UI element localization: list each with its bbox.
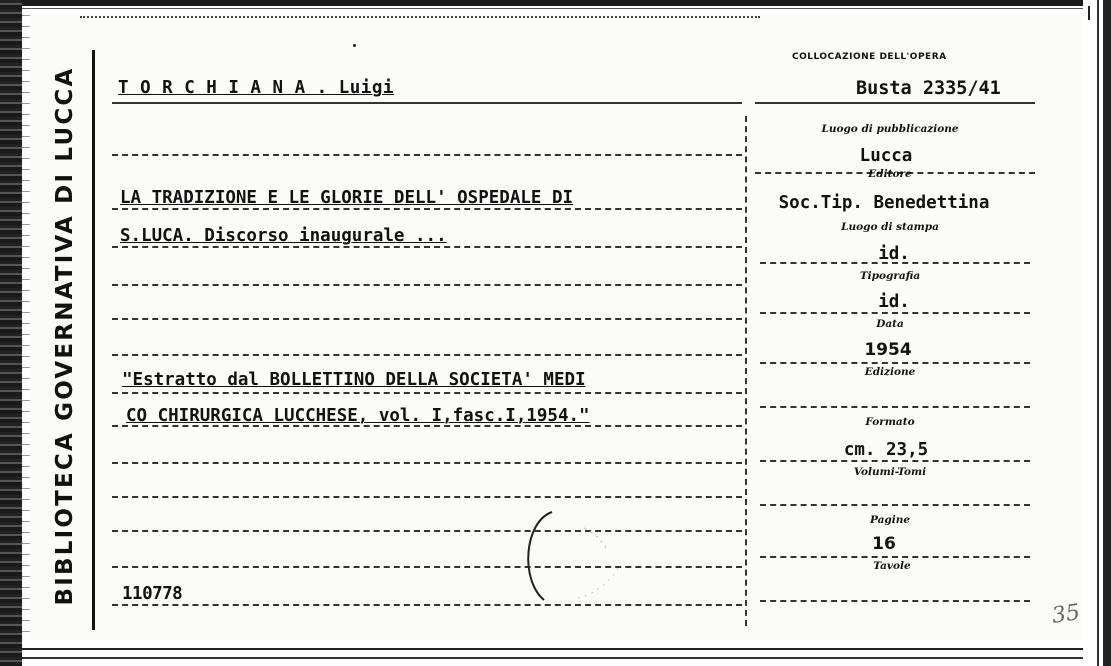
scan-edge-left: [0, 0, 22, 666]
library-name: BIBLIOTECA GOVERNATIVA DI LUCCA: [52, 66, 78, 606]
rule-line: [760, 362, 1030, 364]
note-line-1: "Estratto dal BOLLETTINO DELLA SOCIETA' MEDI: [122, 370, 586, 390]
rule-line: [760, 312, 1030, 314]
inventory-number: 110778: [122, 584, 183, 604]
volumi-tomi-label: Volumi-Tomi: [853, 466, 927, 478]
rule-line: [112, 102, 742, 104]
luogo-stampa-value: id.: [878, 244, 910, 264]
pencil-note: 35: [1050, 600, 1082, 629]
scan-edge-right: [1083, 0, 1111, 666]
author-name: T O R C H I A N A . Luigi: [118, 78, 394, 98]
pagine-value: 16: [872, 534, 896, 554]
speck: [353, 44, 356, 47]
rule-line: [760, 406, 1030, 408]
speck: [1088, 6, 1090, 20]
rule-line: [112, 392, 742, 394]
editore-label: Editore: [868, 168, 912, 180]
collocazione-value: Busta 2335/41: [856, 78, 1001, 99]
edizione-label: Edizione: [864, 366, 916, 378]
rule-line: [760, 504, 1030, 506]
rule-line: [112, 354, 742, 356]
stamp-mark: [514, 508, 634, 608]
library-name-vertical: [40, 46, 90, 626]
data-value: 1954: [864, 340, 912, 360]
rule-line: [112, 154, 742, 156]
editore-value: Soc.Tip. Benedettina: [778, 193, 990, 213]
rule-line: [112, 284, 742, 286]
rule-line: [112, 318, 742, 320]
collocazione-heading: COLLOCAZIONE DELL'OPERA: [792, 52, 947, 62]
luogo-stampa-label: Luogo di stampa: [841, 221, 939, 233]
tipografia-label: Tipografia: [859, 270, 921, 282]
title-line-1: LA TRADIZIONE E LE GLORIE DELL' OSPEDALE DI: [120, 188, 574, 208]
rule-line: [760, 460, 1030, 462]
luogo-pubblicazione-label: Luogo di pubblicazione: [821, 123, 959, 135]
rule-line: [112, 462, 742, 464]
scan-edge-left-inner: [22, 0, 30, 666]
rule-line: [112, 566, 742, 568]
pagine-label: Pagine: [869, 514, 911, 526]
rule-line: [112, 246, 742, 248]
note-line-2: CO CHIRURGICA LUCCHESE, vol. I,fasc.I,1954.": [126, 406, 590, 426]
luogo-pubblicazione-value: Lucca: [859, 146, 913, 166]
rule-line: [760, 600, 1030, 602]
title-line-2: S.LUCA. Discorso inaugurale ...: [120, 226, 447, 246]
rule-line: [760, 556, 1030, 558]
formato-value: cm. 23,5: [843, 440, 929, 460]
scan-edge-bottom: [22, 640, 1083, 666]
rule-line: [112, 604, 742, 606]
scan-edge-top: [22, 0, 1111, 14]
rule-line: [755, 102, 1035, 104]
rule-line: [112, 530, 742, 532]
tipografia-value: id.: [878, 292, 910, 312]
top-dotted-line: [80, 16, 760, 19]
tavole-label: Tavole: [873, 560, 911, 572]
margin-rule: [92, 50, 95, 630]
formato-label: Formato: [865, 416, 915, 428]
column-divider: [745, 116, 747, 626]
rule-line: [112, 208, 742, 210]
data-label: Data: [876, 318, 904, 330]
rule-line: [112, 496, 742, 498]
